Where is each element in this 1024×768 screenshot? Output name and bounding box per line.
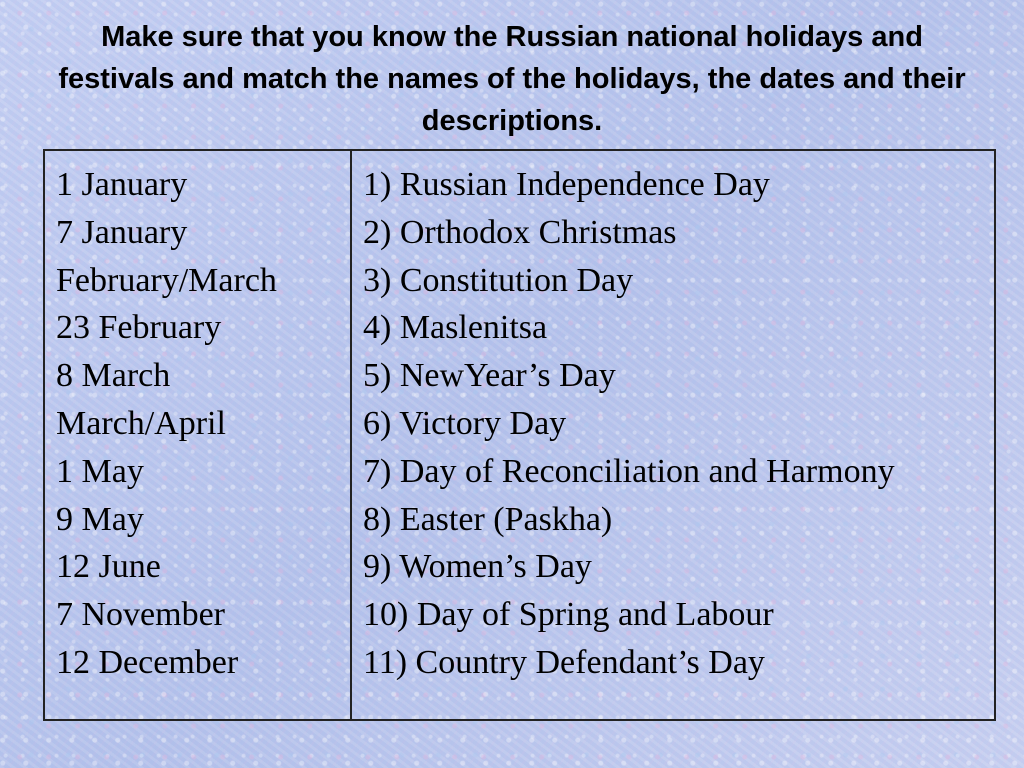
date-item: 7 November xyxy=(56,596,226,634)
holidays-column xyxy=(352,151,994,719)
date-item: 23 February xyxy=(56,309,222,347)
dates-column xyxy=(45,151,352,719)
date-item: 12 December xyxy=(56,643,239,681)
slide-title: Make sure that you know the Russian national holidays and festivals and match the names of the holidays, the dates and their descriptions. xyxy=(58,21,966,137)
date-item: 1 January xyxy=(56,166,188,203)
date-item: 1 May xyxy=(56,452,144,490)
holiday-item: 10) Day of Spring and Labour xyxy=(363,596,774,634)
date-item: 8 March xyxy=(56,357,171,395)
date-item: 12 June xyxy=(56,548,161,586)
holiday-item: 2) Orthodox Christmas xyxy=(363,213,677,251)
holiday-item: 9) Women’s Day xyxy=(363,548,592,586)
holiday-item: 3) Constitution Day xyxy=(363,261,634,299)
date-item: 9 May xyxy=(56,500,144,538)
date-item: 7 January xyxy=(56,213,188,251)
holiday-item: 6) Victory Day xyxy=(363,404,567,442)
holiday-item: 8) Easter (Paskha) xyxy=(363,500,613,538)
holiday-item: 5) NewYear’s Day xyxy=(363,357,616,395)
date-item: February/March xyxy=(56,261,277,299)
date-item: March/April xyxy=(56,404,226,442)
holiday-item: 11) Country Defendant’s Day xyxy=(363,643,765,681)
holiday-table xyxy=(43,149,996,721)
holiday-item: 4) Maslenitsa xyxy=(363,309,548,347)
holiday-item: 7) Day of Reconciliation and Harmony xyxy=(363,452,895,490)
holiday-item: 1) Russian Independence Day xyxy=(363,166,770,203)
